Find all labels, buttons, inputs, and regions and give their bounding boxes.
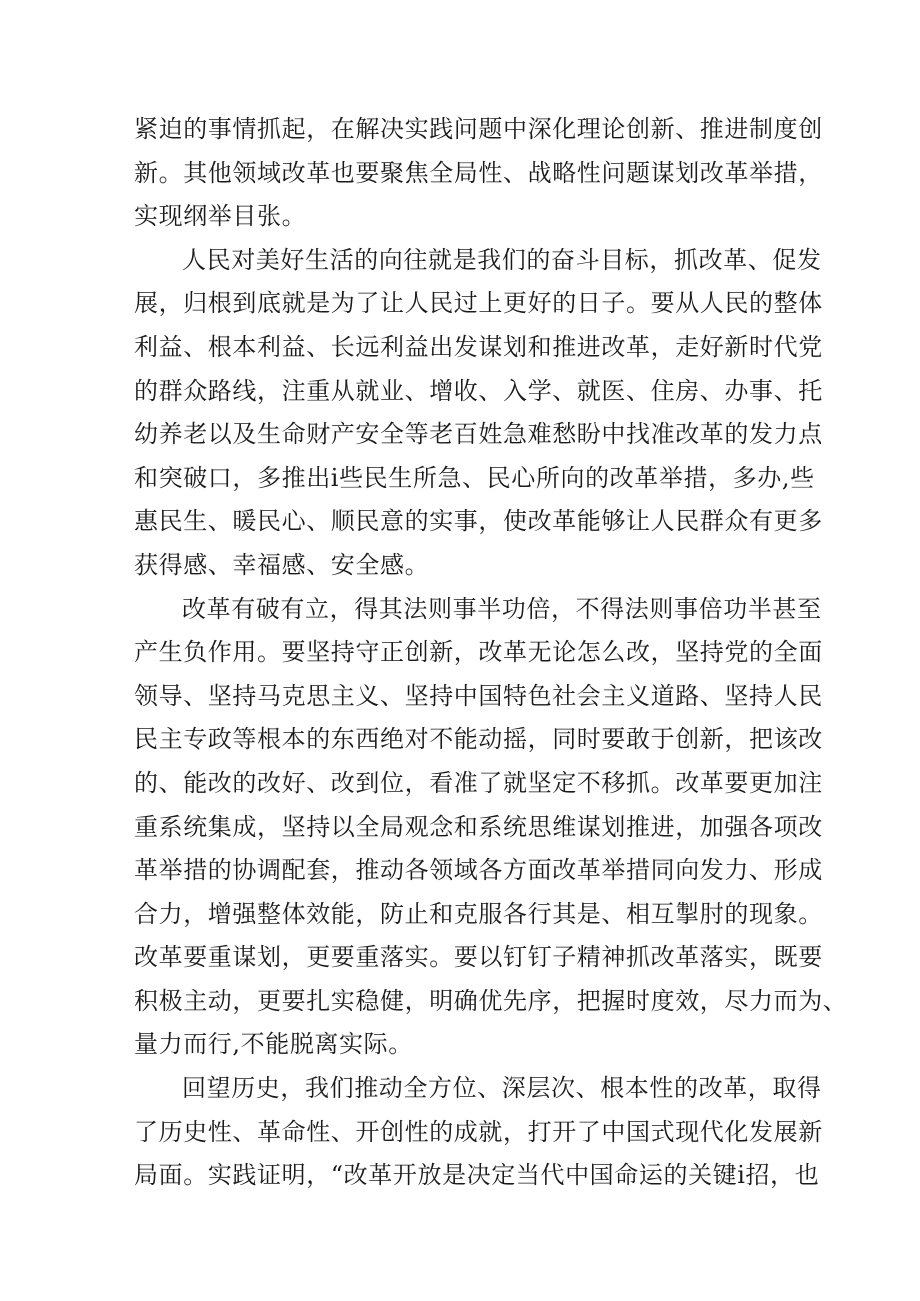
paragraph — [134, 108, 823, 239]
text-line: 量力而行,不能脱离实际。 — [134, 1030, 413, 1059]
text-line: 人民对美好生活的向往就是我们的奋斗目标，抓改革、促发 — [182, 245, 822, 274]
text-line: 积极主动，更要扎实稳健，明确优先序，把握时度效，尽力而为、 — [134, 986, 848, 1015]
text-line: 回望历史，我们推动全方位、深层次、根本性的改革，取得 — [182, 1074, 822, 1103]
text-line: 产生负作用。要坚持守正创新，改革无论怎么改，坚持党的全面 — [134, 638, 823, 667]
body-text — [134, 108, 848, 1198]
paragraph — [134, 1067, 823, 1198]
text-line: 的、能改的改好、改到位，看准了就坚定不移抓。改革要更加注 — [134, 768, 823, 797]
text-line: 民主专政等根本的东西绝对不能动摇，同时要敢于创新，把该改 — [134, 725, 823, 754]
text-line: 革举措的协调配套，推动各领域各方面改革举措同向发力、形成 — [134, 856, 823, 885]
text-line: 改革有破有立，得其法则事半功倍，不得法则事倍功半甚至 — [182, 594, 822, 623]
text-line: 获得感、幸福感、安全感。 — [134, 550, 430, 579]
text-line: 合力，增强整体效能，防止和克服各行其是、相互掣肘的现象。 — [134, 899, 823, 928]
text-line: 利益、根本利益、长远利益出发谋划和推进改革，走好新时代党 — [134, 332, 823, 361]
text-line: 和突破口，多推出i些民生所急、民心所向的改革举措，多办,些 — [134, 463, 815, 492]
text-line: 领导、坚持马克思主义、坚持中国特色社会主义道路、坚持人民 — [134, 681, 823, 710]
text-line: 新。其他领域改革也要聚焦全局性、战略性问题谋划改革举措， — [134, 158, 823, 187]
text-line: 紧迫的事情抓起，在解决实践问题中深化理论创新、推进制度创 — [134, 115, 823, 143]
text-line: 惠民生、暖民心、顺民意的实事，使改革能够让人民群众有更多 — [134, 507, 823, 536]
text-line: 展，归根到底就是为了让人民过上更好的日子。要从人民的整体 — [134, 289, 823, 318]
text-line: 实现纲举目张。 — [134, 202, 307, 231]
paragraph — [134, 588, 848, 1068]
text-line: 了历史性、革命性、开创性的成就，打开了中国式现代化发展新 — [134, 1117, 823, 1146]
text-line: 重系统集成，坚持以全局观念和系统思维谋划推进，加强各项改 — [134, 812, 823, 841]
paragraph — [134, 239, 823, 588]
text-line: 改革要重谋划，更要重落实。要以钉钉子精神抓改革落实，既要 — [134, 943, 823, 972]
text-line: 局面。实践证明，“改革开放是决定当代中国命运的关键i招，也 — [134, 1161, 820, 1190]
text-line: 的群众路线，注重从就业、增收、入学、就医、住房、办事、托 — [134, 376, 823, 405]
text-line: 幼养老以及生命财产安全等老百姓急难愁盼中找准改革的发力点 — [134, 420, 823, 449]
